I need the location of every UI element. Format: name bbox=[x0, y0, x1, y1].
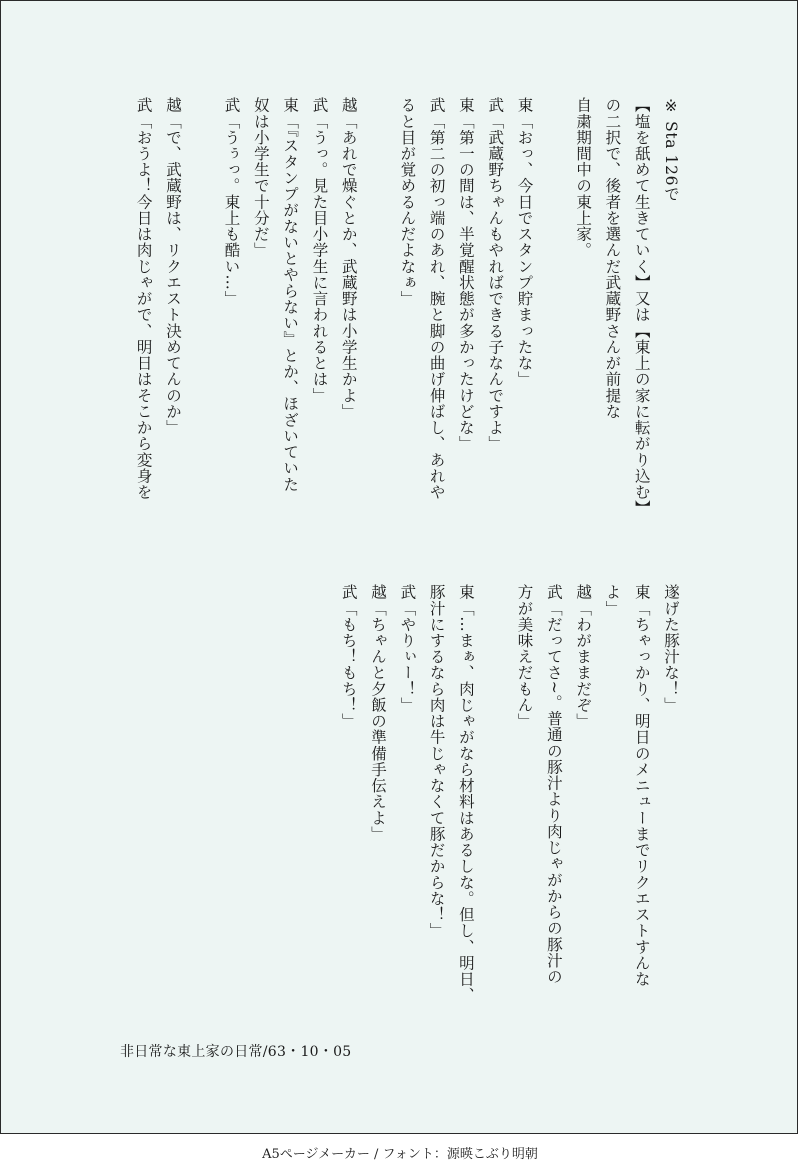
text-line: よ」 bbox=[603, 584, 622, 617]
text-line: 武「第二の初っ端のあれ、腕と脚の曲げ伸ばし、あれや bbox=[427, 97, 446, 500]
blank-line bbox=[363, 97, 392, 547]
text-line: 武「うっ。見た目小学生に言われるとは」 bbox=[310, 97, 329, 404]
text-line: 東「…まぁ、肉じゃがなら材料はあるしな。但し、明日、 bbox=[456, 584, 475, 1004]
text-line: 豚汁にするなら肉は牛じゃなくて豚だからな！」 bbox=[427, 584, 446, 939]
text-line: 越「で、武蔵野は、リクエスト決めてんのか」 bbox=[163, 97, 182, 436]
credit-line: A5ページメーカー / フォント：源暎こぶり明朝 bbox=[262, 1147, 538, 1162]
blank-line bbox=[539, 97, 568, 547]
text-line: 【塩を舐めて生きていく】又は【東上の家に転がり込む】 bbox=[632, 97, 651, 517]
text-line: ると目が覚めるんだよなぁ」 bbox=[398, 97, 417, 307]
text-line: 東「ちゃっかり、明日のメニューまでリクエストすんな bbox=[632, 584, 651, 987]
text-line: の二択で、後者を選んだ武蔵野さんが前提な bbox=[603, 97, 622, 420]
text-line: 東「おっ、今日でスタンプ貯まったな」 bbox=[515, 97, 534, 388]
text-line: 東「第一の間は、半覚醒状態が多かったけどな」 bbox=[456, 97, 475, 452]
text-line: ※ Sta 126で bbox=[662, 97, 680, 203]
text-line: 武「武蔵野ちゃんもやればできる子なんですよ」 bbox=[486, 97, 505, 452]
text-line: 越「ちゃんと夕飯の準備手伝えよ」 bbox=[369, 584, 388, 842]
text-line: 奴は小学生で十分だ」 bbox=[251, 97, 270, 259]
page-footer-label: 非日常な東上家の日常/63・10・05 bbox=[120, 1044, 352, 1060]
text-line: 武「おうよ！今日は肉じゃがで、明日はそこから変身を bbox=[134, 97, 153, 500]
text-line: 武「もち！もち！」 bbox=[339, 584, 358, 730]
text-line: 武「うぅっ。東上も酷い…」 bbox=[222, 97, 241, 307]
lower-text-block bbox=[333, 584, 685, 1004]
text-line: 自粛期間中の東上家。 bbox=[574, 97, 593, 259]
upper-text-block bbox=[128, 97, 685, 547]
blank-line bbox=[187, 97, 216, 547]
blank-line bbox=[480, 584, 509, 1004]
text-line: 遂げた豚汁な！」 bbox=[662, 584, 680, 713]
text-line: 武「やりぃー！」 bbox=[398, 584, 417, 713]
text-line: 越「わがままだぞ」 bbox=[574, 584, 593, 730]
text-line: 武「だってさ~。普通の豚汁より肉じゃがからの豚汁の bbox=[544, 584, 563, 985]
text-line: 東「『スタンプがないとやらない』とか、ほざいていた bbox=[281, 97, 300, 493]
text-line: 越「あれで燥ぐとか、武蔵野は小学生かよ」 bbox=[339, 97, 358, 420]
text-line: 方が美味えだもん」 bbox=[515, 584, 534, 730]
